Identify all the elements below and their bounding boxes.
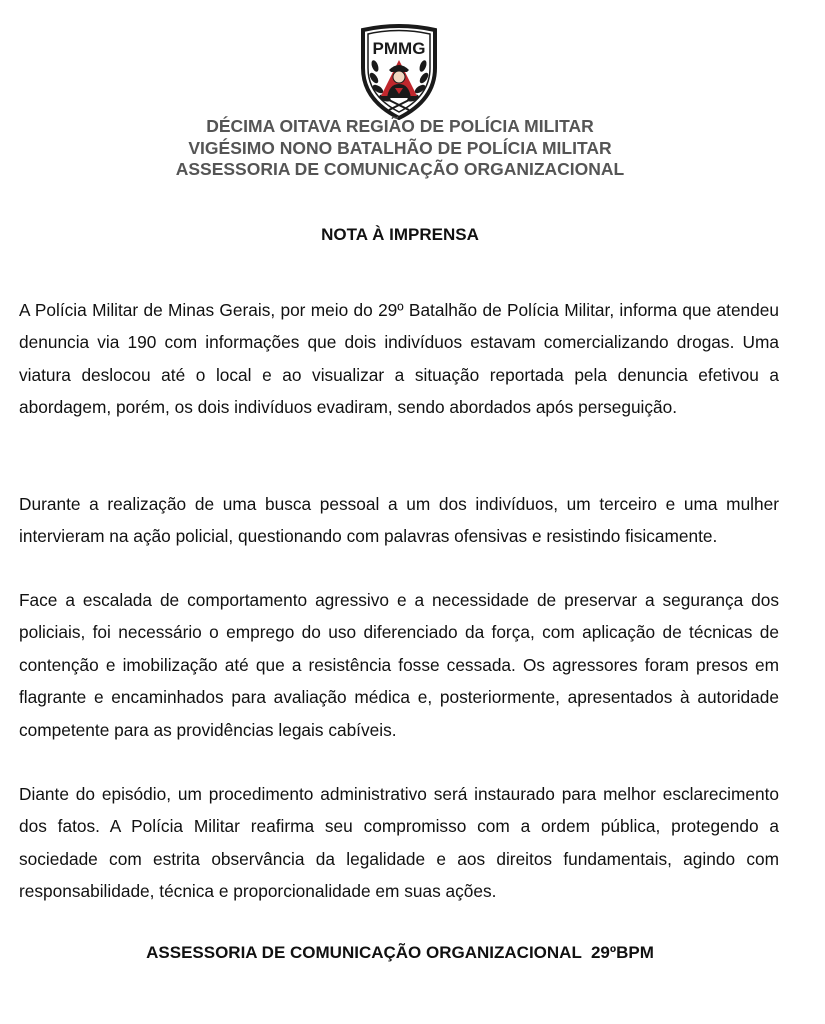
logo-text: PMMG — [372, 39, 426, 58]
signature-footer: ASSESSORIA DE COMUNICAÇÃO ORGANIZACIONAL 29ºBPM — [146, 943, 654, 962]
header-office: ASSESSORIA DE COMUNICAÇÃO ORGANIZACIONAL — [175, 159, 625, 179]
paragraph-2 — [19, 488, 779, 553]
header-battalion: VIGÉSIMO NONO BATALHÃO DE POLÍCIA MILITAR — [188, 137, 612, 158]
paragraph-text: Diante do episódio, um procedimento administrativo será instaurado para melhor esclarecimento dos fatos. A Polícia Militar reafirma seu compromisso com a ordem pública, protegendo a sociedade com estrita observância da legalidade e aos direitos fundamentais, agindo com responsabilidade, técnica e proporcionalidade em suas ações. — [19, 784, 779, 902]
paragraph-text: Durante a realização de uma busca pessoal a um dos indivíduos, um terceiro e uma mulher intervieram na ação policial, questionando com palavras ofensivas e resistindo fisicamente. — [19, 494, 779, 547]
paragraph-4 — [19, 778, 779, 908]
paragraph-text: Face a escalada de comportamento agressivo e a necessidade de preservar a segurança dos policiais, foi necessário o emprego do uso diferenciado da força, com aplicação de técnicas de contenção e imobilização até que a resistência fosse cessada. Os agressores foram presos em flagrante e encaminhados para avaliação médica e, posteriormente, apresentados à autoridade competente para as providências legais cabíveis. — [19, 590, 779, 740]
pmmg-logo — [355, 24, 443, 120]
paragraph-text: A Polícia Militar de Minas Gerais, por meio do 29º Batalhão de Polícia Militar, informa que atendeu denuncia via 190 com informações que dois indivíduos estavam comercializando drogas. Uma viatura deslocou até o local e ao visualizar a situação reportada pela denuncia efetivou a abordagem, porém, os dois indivíduos evadiram, sendo abordados após perseguição. — [19, 300, 779, 418]
document-header — [0, 116, 800, 181]
pmmg-shield-emblem — [355, 24, 443, 120]
paragraph-1 — [19, 294, 779, 424]
header-region: DÉCIMA OITAVA REGIÃO DE POLÍCIA MILITAR — [206, 116, 594, 136]
page-title: NOTA À IMPRENSA — [321, 225, 479, 244]
paragraph-3 — [19, 584, 779, 746]
